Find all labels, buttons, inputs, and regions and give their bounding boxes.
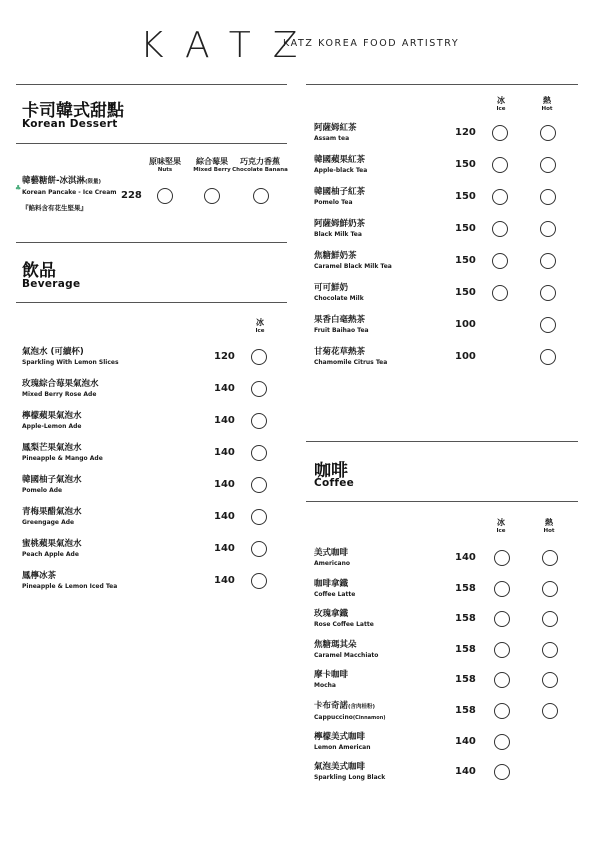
beverage-subtitle: Beverage [22,278,81,290]
menu-item: 甘菊花草熱茶 Chamomile Citrus Tea [314,347,388,366]
beverage-col-ice: 冰 Ice [255,318,265,334]
menu-item-price: 140 [214,415,235,426]
menu-item: 韓國柚子氣泡水 Pomelo Ade [22,475,82,494]
menu-item: 韓國柚子紅茶 Pomelo Tea [314,187,366,206]
menu-item: 氣泡水 (可續杯) Sparkling With Lemon Slices [22,347,119,366]
menu-item: 檸檬美式咖啡 Lemon American [314,731,371,751]
menu-item: 玫瑰綜合莓果氣泡水 Mixed Berry Rose Ade [22,379,99,398]
tea-col-hot: 熱 Hot [541,96,553,112]
dessert-title: 卡司韓式甜點 [22,101,124,121]
divider [16,242,287,243]
select-circle-hot[interactable] [540,221,556,237]
coffee-col-ice: 冰 Ice [496,518,506,534]
select-circle-ice[interactable] [492,221,508,237]
select-circle-ice[interactable] [251,413,267,429]
select-circle-ice[interactable] [494,734,510,750]
select-circle-nuts[interactable] [157,188,173,204]
select-circle-hot[interactable] [540,189,556,205]
menu-item-price: 150 [455,287,476,298]
select-circle-ice[interactable] [492,125,508,141]
menu-item: 檸檬蘋果氣泡水 Apple-Lemon Ade [22,411,82,430]
coffee-subtitle: Coffee [314,477,355,489]
menu-item-price: 150 [455,223,476,234]
menu-item-price: 100 [455,351,476,362]
menu-item-price: 100 [455,319,476,330]
menu-item-price: 140 [455,552,476,563]
menu-item-price: 140 [214,479,235,490]
menu-item-price: 150 [455,191,476,202]
tea-col-ice: 冰 Ice [496,96,506,112]
menu-item-price: 158 [455,705,476,716]
menu-item: 鳳梨芒果氣泡水 Pineapple & Mango Ade [22,443,103,462]
menu-item: 韓國蘋果紅茶 Apple-black Tea [314,155,368,174]
menu-item-price: 120 [214,351,235,362]
brand-tagline: KATZ KOREA FOOD ARTISTRY [283,38,460,49]
menu-item-price: 150 [455,255,476,266]
select-circle-ice[interactable] [251,477,267,493]
menu-item-price: 140 [214,511,235,522]
select-circle-hot[interactable] [542,581,558,597]
menu-item-price: 140 [455,735,476,747]
menu-item-price: 158 [455,643,476,655]
select-circle-hot[interactable] [542,703,558,719]
menu-item-price: 158 [455,674,476,686]
menu-item: 玫瑰拿鐵 Rose Coffee Latte [314,609,374,629]
menu-item: 卡布奇諾(含肉桂粉) Cappuccino(Cinnamon) [314,701,386,721]
select-circle-ice[interactable] [494,642,510,658]
menu-item: 可可鮮奶 Chocolate Milk [314,283,364,302]
select-circle-ice[interactable] [494,611,510,627]
select-circle-hot[interactable] [540,157,556,173]
select-circle-ice[interactable] [494,703,510,719]
select-circle-hot[interactable] [542,642,558,658]
menu-item-price: 140 [214,543,235,554]
coffee-col-hot: 熱 Hot [543,518,555,534]
select-circle-ice[interactable] [251,381,267,397]
dessert-col-berry: 綜合莓果 Mixed Berry [193,157,231,173]
select-circle-ice[interactable] [251,445,267,461]
select-circle-hot[interactable] [542,550,558,566]
coffee-title: 咖啡 [314,461,348,481]
menu-item-price: 150 [455,159,476,170]
menu-item-price: 140 [214,383,235,394]
divider [306,441,578,442]
menu-item: 摩卡咖啡 Mocha [314,670,349,690]
select-circle-ice[interactable] [251,541,267,557]
menu-item: 蜜桃蘋果氣泡水 Peach Apple Ade [22,539,82,558]
menu-item: 焦糖瑪其朵 Caramel Macchiato [314,639,379,659]
divider [306,501,578,502]
dessert-item: 韓藝糖餅-冰淇淋(限量) Korean Pancake - Ice Cream [22,176,117,196]
menu-item: 鳳檸冰茶 Pineapple & Lemon Iced Tea [22,571,118,590]
select-circle-ice[interactable] [494,550,510,566]
select-circle-ice[interactable] [492,189,508,205]
menu-item-price: 120 [455,127,476,138]
select-circle-berry[interactable] [204,188,220,204]
select-circle-hot[interactable] [540,317,556,333]
select-circle-ice[interactable] [492,285,508,301]
select-circle-ice[interactable] [251,573,267,589]
menu-item-price: 140 [214,575,235,586]
select-circle-hot[interactable] [540,253,556,269]
select-circle-ice[interactable] [494,581,510,597]
select-circle-choco[interactable] [253,188,269,204]
divider [306,84,578,85]
select-circle-ice[interactable] [251,349,267,365]
leaf-icon: ♣ [15,184,22,192]
menu-item: 果香白毫熱茶 Fruit Baihao Tea [314,315,369,334]
dessert-subtitle: Korean Dessert [22,118,118,130]
menu-item: 焦糖鮮奶茶 Caramel Black Milk Tea [314,251,392,270]
menu-item-price: 140 [455,766,476,778]
dessert-price: 228 [121,190,142,201]
divider [16,302,287,303]
brand-logo: KATZ [140,25,320,66]
select-circle-ice[interactable] [251,509,267,525]
select-circle-hot[interactable] [540,349,556,365]
select-circle-ice[interactable] [494,672,510,688]
menu-item: 咖啡拿鐵 Coffee Latte [314,578,356,598]
select-circle-ice[interactable] [492,157,508,173]
select-circle-ice[interactable] [494,764,510,780]
divider [16,84,287,85]
select-circle-ice[interactable] [492,253,508,269]
select-circle-hot[interactable] [540,125,556,141]
menu-item: 阿薩姆鮮奶茶 Black Milk Tea [314,219,366,238]
divider [16,143,287,144]
menu-item: 氣泡美式咖啡 Sparkling Long Black [314,762,386,782]
allergy-note: 『餡料含有花生堅果』 [22,204,87,212]
dessert-col-choco: 巧克力香蕉 Chocolate Banana [232,157,288,173]
menu-item: 青梅果醋氣泡水 Greengage Ade [22,507,82,526]
menu-item: 阿薩姆紅茶 Assam tea [314,123,357,142]
menu-item: 美式咖啡 Americano [314,548,350,567]
menu-item-price: 158 [455,613,476,625]
menu-item-price: 158 [455,582,476,594]
select-circle-hot[interactable] [540,285,556,301]
dessert-col-nuts: 原味堅果 Nuts [149,157,181,173]
select-circle-hot[interactable] [542,611,558,627]
select-circle-hot[interactable] [542,672,558,688]
beverage-title: 飲品 [22,261,56,281]
menu-item-price: 140 [214,447,235,458]
